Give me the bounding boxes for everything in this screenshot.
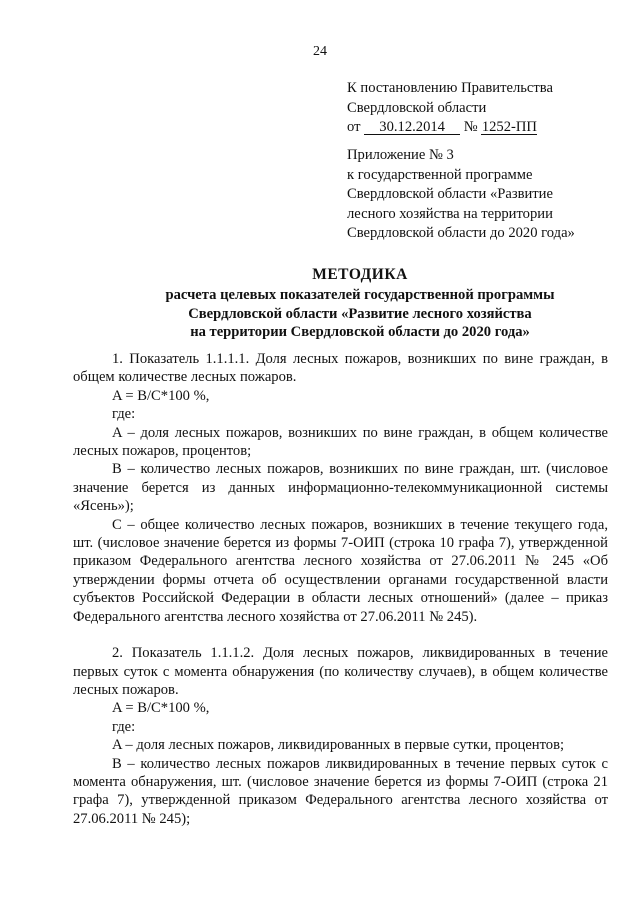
paragraph: 1. Показатель 1.1.1.1. Доля лесных пожаров, возникших по вине граждан, в общем количестве лесных пожаров.: [73, 351, 608, 386]
formula: A = B/C*100 %,: [112, 387, 210, 404]
appendix-line: Свердловской области «Развитие: [347, 186, 553, 202]
appendix-line: лесного хозяйства на территории: [347, 205, 553, 222]
appendix-reference: [347, 146, 627, 244]
date-prefix: от: [347, 119, 361, 135]
page-number: 24: [313, 44, 327, 59]
subtitle-line: на территории Свердловской области до 2020 года»: [190, 324, 530, 340]
resolution-reference: [347, 79, 627, 138]
appendix-line: Свердловской области до 2020 года»: [347, 225, 575, 241]
document-title: МЕТОДИКА: [312, 266, 408, 283]
paragraph: 2. Показатель 1.1.1.2. Доля лесных пожаров, ликвидированных в течение первых суток с момента обнаружения (по количеству случаев), в общем количестве лесных пожаров.: [73, 645, 608, 698]
document-body: [73, 350, 608, 828]
document-subtitle: [120, 286, 600, 342]
appendix-line: Приложение № 3: [347, 147, 454, 163]
paragraph: A – доля лесных пожаров, ликвидированных в первые сутки, процентов;: [112, 737, 565, 754]
resolution-line: Свердловской области: [347, 99, 487, 116]
paragraph: B – количество лесных пожаров, возникших по вине граждан, шт. (числовое значение берется из данных информационно-телекоммуникационной системы «Ясень»);: [73, 461, 608, 515]
formula: A = B/C*100 %,: [112, 700, 210, 717]
resolution-date-line: [347, 118, 627, 138]
resolution-date: 30.12.2014: [364, 120, 460, 135]
subtitle-line: Свердловской области «Развитие лесного хозяйства: [188, 305, 532, 322]
resolution-number: 1252-ПП: [481, 119, 537, 135]
paragraph: где:: [112, 718, 136, 735]
paragraph: A – доля лесных пожаров, возникших по вине граждан, в общем количестве лесных пожаров, процентов;: [73, 424, 608, 460]
paragraph: где:: [112, 406, 136, 423]
appendix-line: к государственной программе: [347, 166, 533, 183]
paragraph: C – общее количество лесных пожаров, возникших в течение текущего года, шт. (числовое значение берется из формы 7-ОИП (строка 10 графа 7), утвержденной приказом Федерального агентства лесного хозяйства от 27.06.2011 № 245 «Об утверждении формы отчета об осуществлении органами государственной власти субъектов Российской Федерации в области лесных отношений» (далее – приказ Федерального агентства лесного хозяйства от 27.06.2011 № 245).: [73, 516, 608, 625]
number-prefix: №: [463, 119, 478, 135]
paragraph: B – количество лесных пожаров ликвидированных в течение первых суток с момента обнаружения, шт. (числовое значение берется из формы 7-ОИП (строка 21 графа 7), утвержденной приказом Федерального агентства лесного хозяйства от 27.06.2011 № 245);: [73, 755, 608, 827]
subtitle-line: расчета целевых показателей государственной программы: [165, 287, 555, 303]
resolution-line: К постановлению Правительства: [347, 80, 553, 96]
